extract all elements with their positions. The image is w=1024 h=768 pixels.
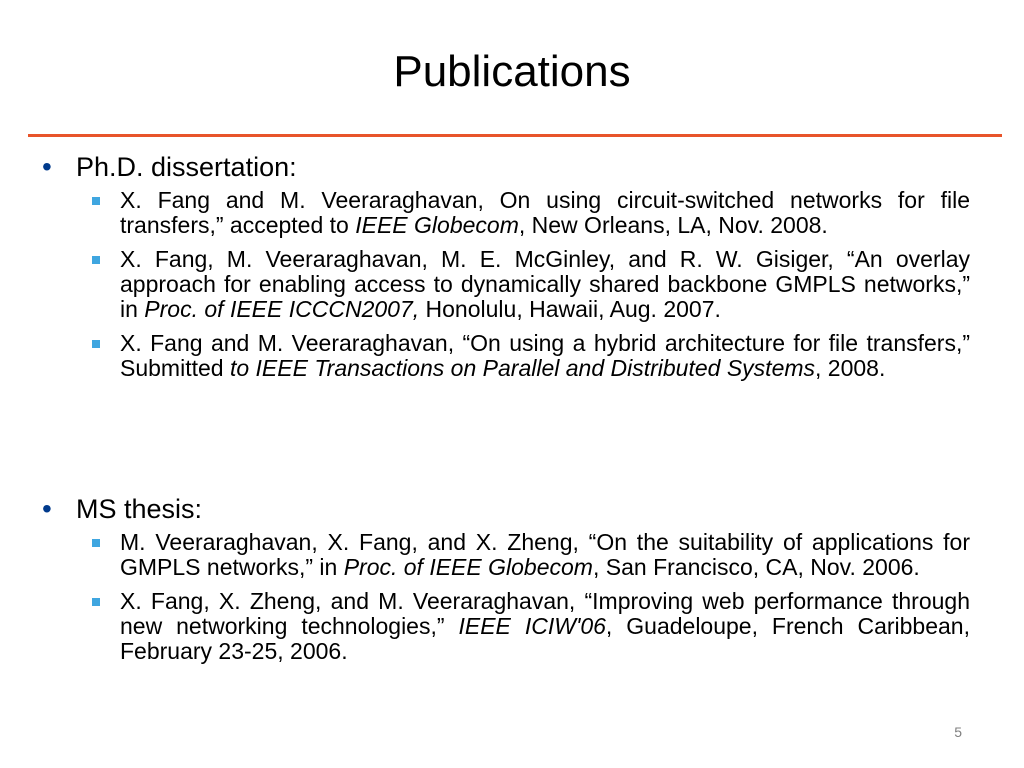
publication-item: [120, 530, 970, 580]
publication-item: [120, 589, 970, 664]
publication-details: , 2008.: [815, 355, 886, 381]
publication-venue: Proc. of IEEE ICCCN2007,: [144, 296, 420, 322]
bullet-dot-icon: •: [42, 493, 52, 524]
phd-heading-item: [40, 150, 970, 184]
page-number: 5: [954, 724, 962, 740]
publication-item: [120, 188, 970, 238]
square-bullet-icon: [92, 598, 100, 606]
slide-title: Publications: [393, 47, 631, 96]
ms-heading-item: [40, 492, 970, 526]
publication-item: [120, 331, 970, 381]
publication-details: , San Francisco, CA, Nov. 2006.: [592, 554, 920, 580]
title-divider: [28, 134, 1002, 137]
publication-details: , New Orleans, LA, Nov. 2008.: [518, 212, 828, 238]
section-heading: MS thesis:: [76, 494, 203, 524]
publication-text: X. Fang and M. Veeraraghavan, “On using a hybrid architecture for file transfers,” Submitted: [120, 330, 970, 381]
square-bullet-icon: [92, 197, 100, 205]
phd-section: [40, 150, 970, 381]
publication-text: X. Fang, X. Zheng, and M. Veeraraghavan, “Improving web performance through new networking technologies,”: [120, 588, 970, 639]
publication-venue: to IEEE Transactions on Parallel and Distributed Systems: [229, 355, 816, 381]
square-bullet-icon: [92, 256, 100, 264]
publication-details: , Guadeloupe, French Caribbean, February 23-25, 2006.: [120, 613, 970, 664]
publication-text: X. Fang, M. Veeraraghavan, M. E. McGinley, and R. W. Gisiger, “An overlay approach for enabling access to dynamically shared backbone GMPLS networks,” in: [120, 246, 970, 322]
publication-venue: IEEE ICIW'06: [458, 613, 606, 639]
publication-venue: Proc. of IEEE Globecom: [343, 554, 593, 580]
square-bullet-icon: [92, 539, 100, 547]
publication-text: X. Fang and M. Veeraraghavan, On using circuit-switched networks for file transfers,” accepted to: [120, 187, 970, 238]
ms-section: [40, 492, 970, 664]
bullet-dot-icon: •: [42, 151, 52, 182]
publication-details: Honolulu, Hawaii, Aug. 2007.: [419, 296, 721, 322]
square-bullet-icon: [92, 340, 100, 348]
publication-item: [120, 247, 970, 322]
publication-text: M. Veeraraghavan, X. Fang, and X. Zheng, “On the suitability of applications for GMPLS networks,” in: [120, 529, 970, 580]
section-heading: Ph.D. dissertation:: [76, 152, 297, 182]
publication-venue: IEEE Globecom: [355, 212, 519, 238]
